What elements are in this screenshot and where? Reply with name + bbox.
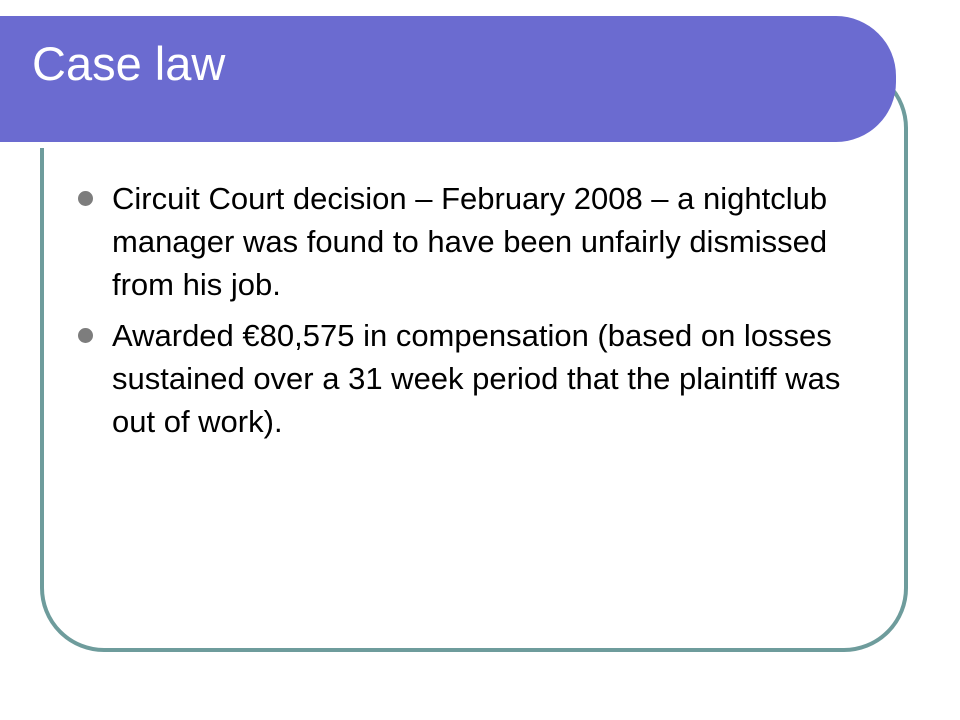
bullet-text: Awarded €80,575 in compensation (based on losses sustained over a 31 week period that the plaintiff was out of work). — [112, 318, 841, 439]
slide-title: Case law — [32, 37, 226, 90]
bullet-item — [78, 314, 878, 443]
bullet-dot-icon — [78, 191, 93, 206]
bullet-item — [78, 177, 878, 306]
bullet-list — [78, 177, 878, 451]
bullet-text: Circuit Court decision – February 2008 – a nightclub manager was found to have been unfairly dismissed from his job. — [112, 181, 828, 302]
title-underline — [0, 142, 848, 148]
bullet-dot-icon — [78, 328, 93, 343]
